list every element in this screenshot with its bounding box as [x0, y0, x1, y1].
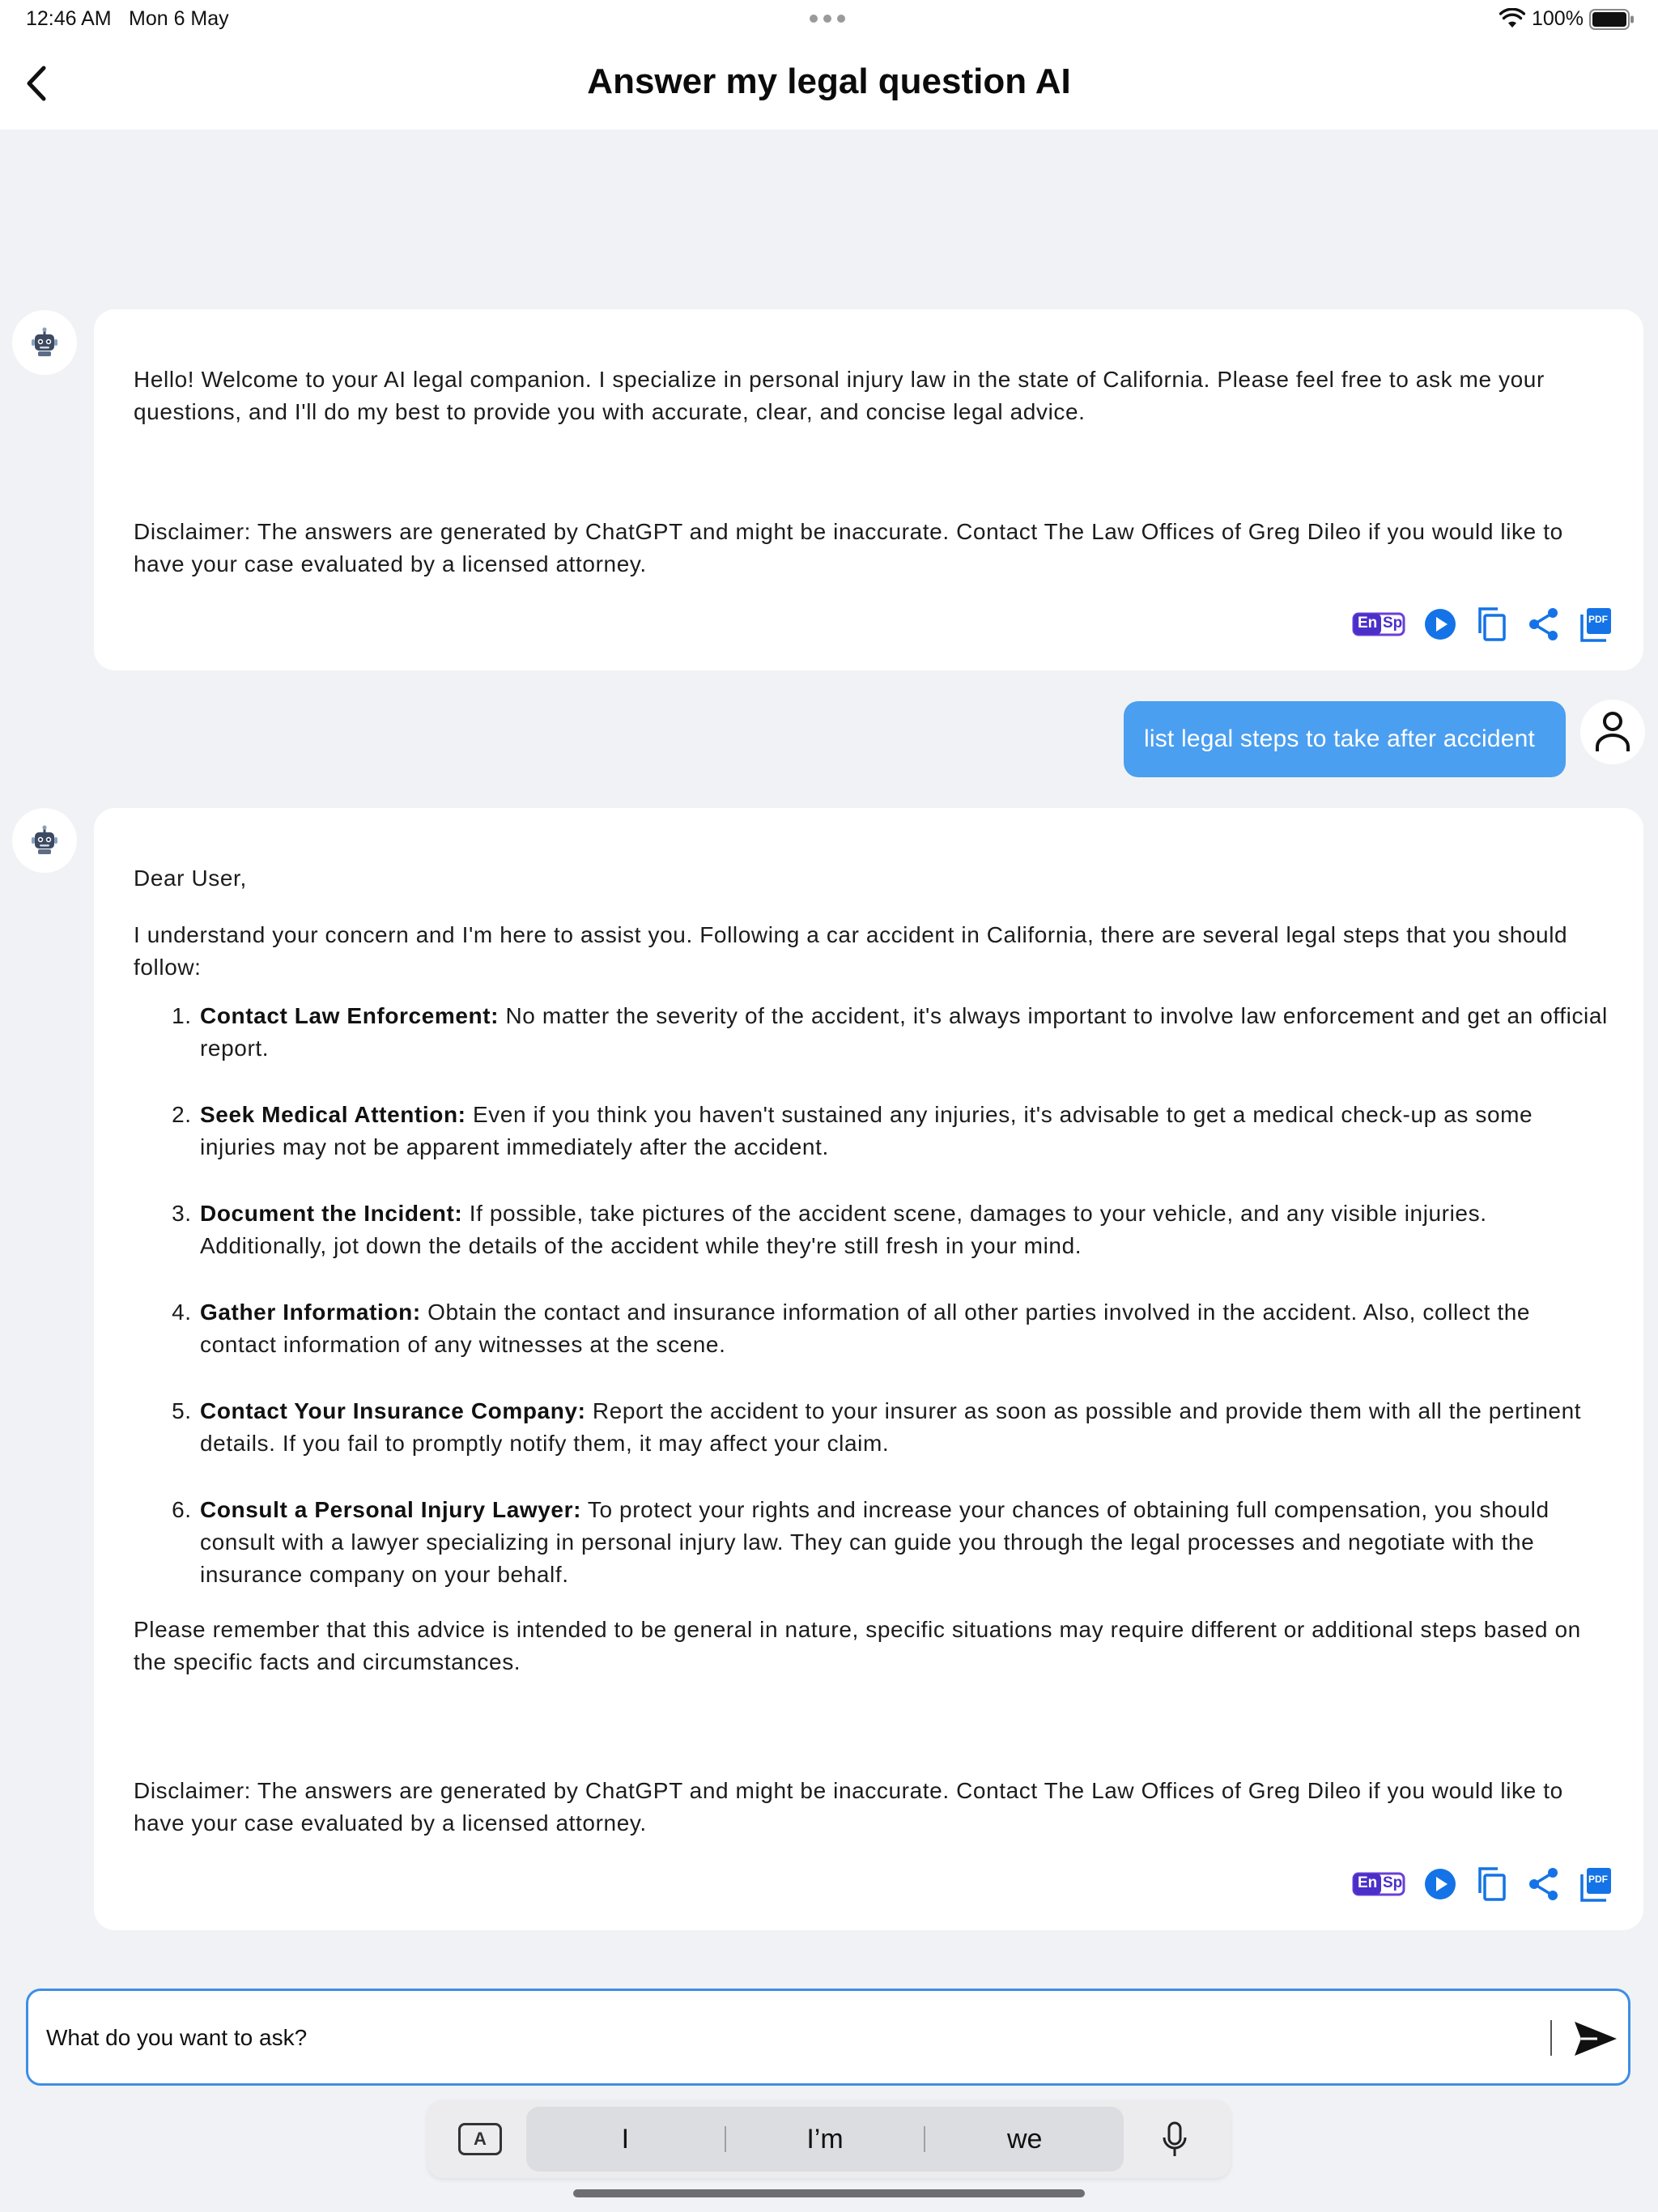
step-title: Consult a Personal Injury Lawyer:	[200, 1497, 582, 1522]
suggestion-item[interactable]: I	[621, 2123, 630, 2155]
user-message: list legal steps to take after accident	[1124, 701, 1566, 777]
step-title: Contact Law Enforcement:	[200, 1003, 500, 1028]
page-title: Answer my legal question AI	[587, 62, 1071, 101]
list-item	[198, 1000, 1611, 1065]
step-text: If possible, take pictures of the accident scene, damages to your vehicle, and any visible injuries. Additionally, jot down the details of the accident while they're still fresh in your mind.	[200, 1201, 1487, 1258]
bot-message-answer	[94, 808, 1643, 1930]
message-actions	[1334, 606, 1613, 643]
translate-en-label: En	[1358, 1874, 1378, 1891]
play-icon[interactable]	[1423, 1867, 1457, 1901]
person-icon	[1593, 709, 1632, 755]
battery-percent: 100%	[1532, 7, 1584, 30]
step-text: Even if you think you haven't sustained any injuries, it's advisable to get a medical check-up as some injuries may not be apparent immediately after the accident.	[200, 1102, 1533, 1159]
robot-lawyer-icon	[28, 326, 61, 359]
copy-icon[interactable]	[1475, 1865, 1509, 1903]
battery-icon	[1589, 9, 1635, 30]
question-input-box[interactable]	[26, 1989, 1630, 2086]
translate-icon[interactable]	[1352, 1870, 1405, 1898]
share-icon[interactable]	[1527, 1866, 1561, 1902]
translate-icon[interactable]	[1352, 610, 1405, 638]
list-item	[198, 1296, 1611, 1361]
predictive-suggestions	[526, 2107, 1124, 2172]
welcome-disclaimer: Disclaimer: The answers are generated by ChatGPT and might be inaccurate. Contact The Law Offices of Greg Dileo if you would like to have your case evaluated by a licensed attorney.	[134, 519, 1563, 576]
pdf-icon[interactable]	[1579, 1866, 1613, 1902]
bot-avatar	[12, 808, 77, 873]
pdf-icon[interactable]	[1579, 606, 1613, 642]
step-text: Report the accident to your insurer as soon as possible and provide them with all the pertinent details. If you fail to promptly notify them, it may affect your claim.	[200, 1398, 1582, 1456]
keyboard-toggle-button[interactable]: A	[458, 2123, 502, 2155]
step-title: Seek Medical Attention:	[200, 1102, 466, 1127]
message-actions	[1334, 1865, 1613, 1903]
answer-intro: I understand your concern and I'm here to assist you. Following a car accident in California, there are several legal steps that you should follow:	[134, 922, 1568, 980]
step-text: To protect your rights and increase your chances of obtaining full compensation, you should consult with a lawyer specializing in personal injury law. They can guide you through the legal processes and negotiate with the insurance company on your behalf.	[200, 1497, 1550, 1587]
wifi-icon	[1499, 8, 1525, 29]
step-title: Document the Incident:	[200, 1201, 463, 1226]
status-date: Mon 6 May	[129, 7, 229, 30]
send-icon[interactable]	[1573, 2018, 1618, 2059]
status-time: 12:46 AM	[26, 7, 112, 30]
list-item	[198, 1099, 1611, 1163]
mic-icon[interactable]	[1161, 2121, 1188, 2159]
suggestion-item[interactable]: I’m	[806, 2123, 844, 2155]
step-text: Obtain the contact and insurance information of all other parties involved in the accident. Also, collect the contact information of any witnesses at the scene.	[200, 1300, 1531, 1357]
pdf-label: PDF	[1588, 614, 1608, 625]
steps-list	[134, 1000, 1611, 1591]
translate-sp-label: Sp	[1383, 615, 1403, 632]
translate-sp-label: Sp	[1383, 1874, 1403, 1891]
suggestion-item[interactable]: we	[1006, 2123, 1043, 2155]
text-cursor	[1550, 2020, 1552, 2056]
step-title: Gather Information:	[200, 1300, 421, 1325]
multitasking-dots-icon[interactable]	[810, 15, 845, 23]
list-item	[198, 1395, 1611, 1460]
keyboard-suggestion-bar	[427, 2100, 1231, 2178]
step-title: Contact Your Insurance Company:	[200, 1398, 586, 1423]
answer-disclaimer: Disclaimer: The answers are generated by ChatGPT and might be inaccurate. Contact The Law Offices of Greg Dileo if you would like to have your case evaluated by a licensed attorney.	[134, 1778, 1563, 1836]
pdf-label: PDF	[1588, 1874, 1608, 1885]
navigation-bar	[0, 39, 1658, 130]
home-indicator[interactable]	[573, 2189, 1085, 2197]
status-bar	[0, 0, 1658, 39]
user-avatar	[1580, 700, 1645, 764]
question-input[interactable]	[46, 2015, 1544, 2061]
list-item	[198, 1197, 1611, 1262]
share-icon[interactable]	[1527, 606, 1561, 642]
robot-lawyer-icon	[28, 824, 61, 857]
bot-avatar	[12, 310, 77, 375]
step-text: No matter the severity of the accident, it's always important to involve law enforcement and get an official report.	[200, 1003, 1608, 1061]
translate-en-label: En	[1358, 615, 1378, 632]
bot-message-welcome	[94, 309, 1643, 670]
copy-icon[interactable]	[1475, 606, 1509, 643]
answer-body	[134, 862, 1611, 1678]
welcome-text: Hello! Welcome to your AI legal companion. I specialize in personal injury law in the state of California. Please feel free to ask me your questions, and I'll do my best to provide you with accurate, clear, and concise legal advice.	[134, 367, 1545, 424]
answer-closing: Please remember that this advice is intended to be general in nature, specific situations may require different or additional steps based on the specific facts and circumstances.	[134, 1617, 1581, 1674]
answer-greeting: Dear User,	[134, 866, 247, 891]
play-icon[interactable]	[1423, 607, 1457, 641]
list-item	[198, 1494, 1611, 1591]
